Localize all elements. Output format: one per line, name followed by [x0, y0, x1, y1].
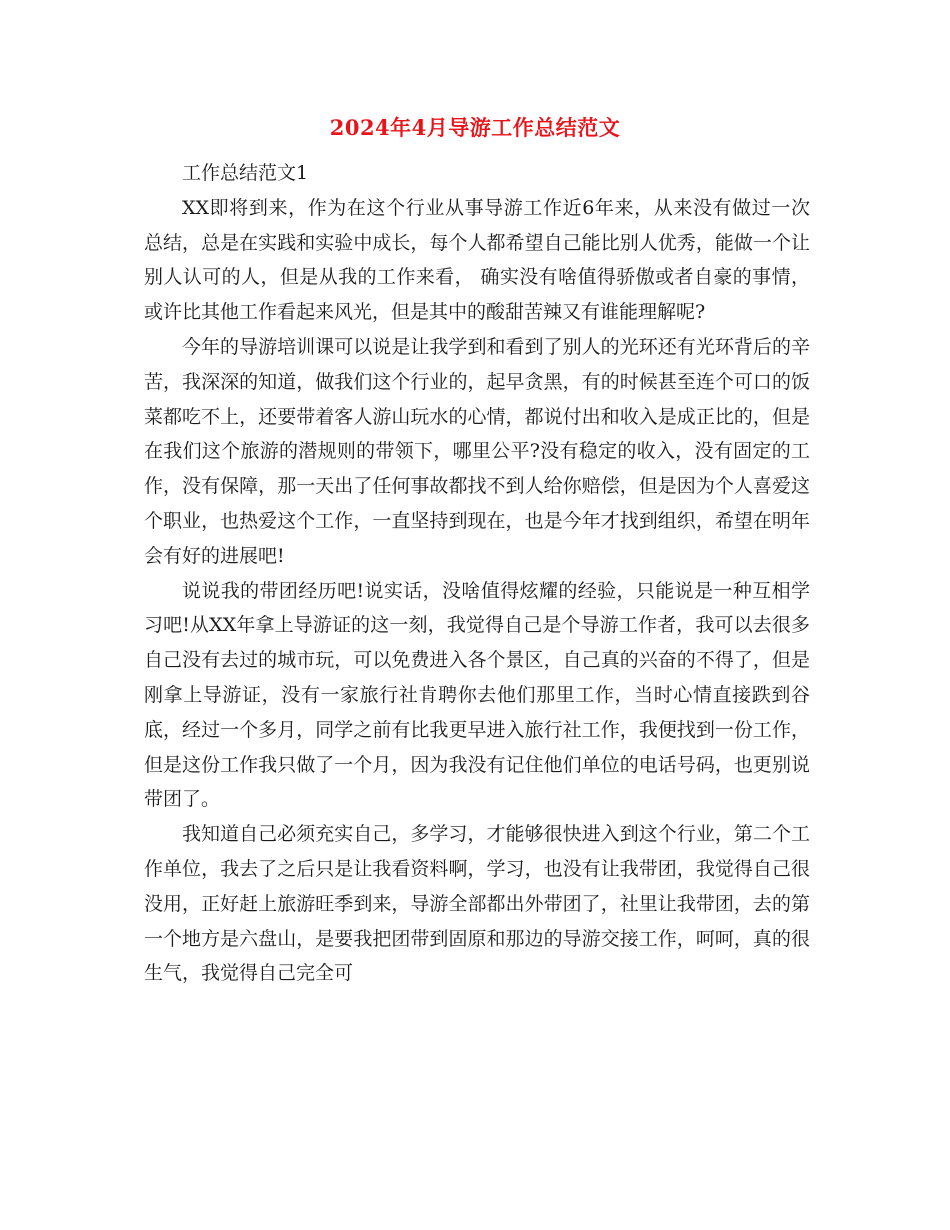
paragraph: 我知道自己必须充实自己，多学习，才能够很快进入到这个行业，第二个工作单位，我去了之后只是让我看资料啊，学习，也没有让我带团，我觉得自己很没用，正好赶上旅游旺季到来，导游全部都出外带团了，社里让我带团，去的第一个地方是六盘山，是要我把团带到固原和那边的导游交接工作，呵呵，真的很生气，我觉得自己完全可	[144, 823, 810, 985]
document-title: 2024年4月导游工作总结范文	[329, 115, 621, 140]
paragraph: 说说我的带团经历吧!说实话，没啥值得炫耀的经验，只能说是一种互相学习吧!从XX年拿上导游证的这一刻，我觉得自己是个导游工作者，我可以去很多自己没有去过的城市玩，可以免费进入各个景区，自己真的兴奋的不得了，但是刚拿上导游证，没有一家旅行社肯聘你去他们那里工作，当时心情直接跌到谷底，经过一个多月，同学之前有比我更早进入旅行社工作，我便找到一份工作，但是这份工作我只做了一个月，因为我没有记住他们单位的电话号码，也更别说带团了。	[144, 579, 810, 811]
paragraph: XX即将到来，作为在这个行业从事导游工作近6年来，从来没有做过一次总结，总是在实践和实验中成长，每个人都希望自己能比别人优秀，能做一个让别人认可的人，但是从我的工作来看， 确实没有啥值得骄傲或者自豪的事情，或许比其他工作看起来风光，但是其中的酸甜苦辣又有谁能理解呢?	[144, 196, 810, 324]
document-body	[144, 156, 810, 991]
section-heading: 工作总结范文1	[182, 162, 309, 184]
paragraph: 今年的导游培训课可以说是让我学到和看到了别人的光环还有光环背后的辛苦，我深深的知道，做我们这个行业的，起早贪黑，有的时候甚至连个可口的饭菜都吃不上，还要带着客人游山玩水的心情，都说付出和收入是成正比的，但是在我们这个旅游的潜规则的带领下，哪里公平?没有稳定的收入，没有固定的工作，没有保障，那一天出了任何事故都找不到人给你赔偿，但是因为个人喜爱这个职业，也热爱这个工作，一直坚持到现在，也是今年才找到组织，希望在明年会有好的进展吧!	[144, 335, 810, 567]
